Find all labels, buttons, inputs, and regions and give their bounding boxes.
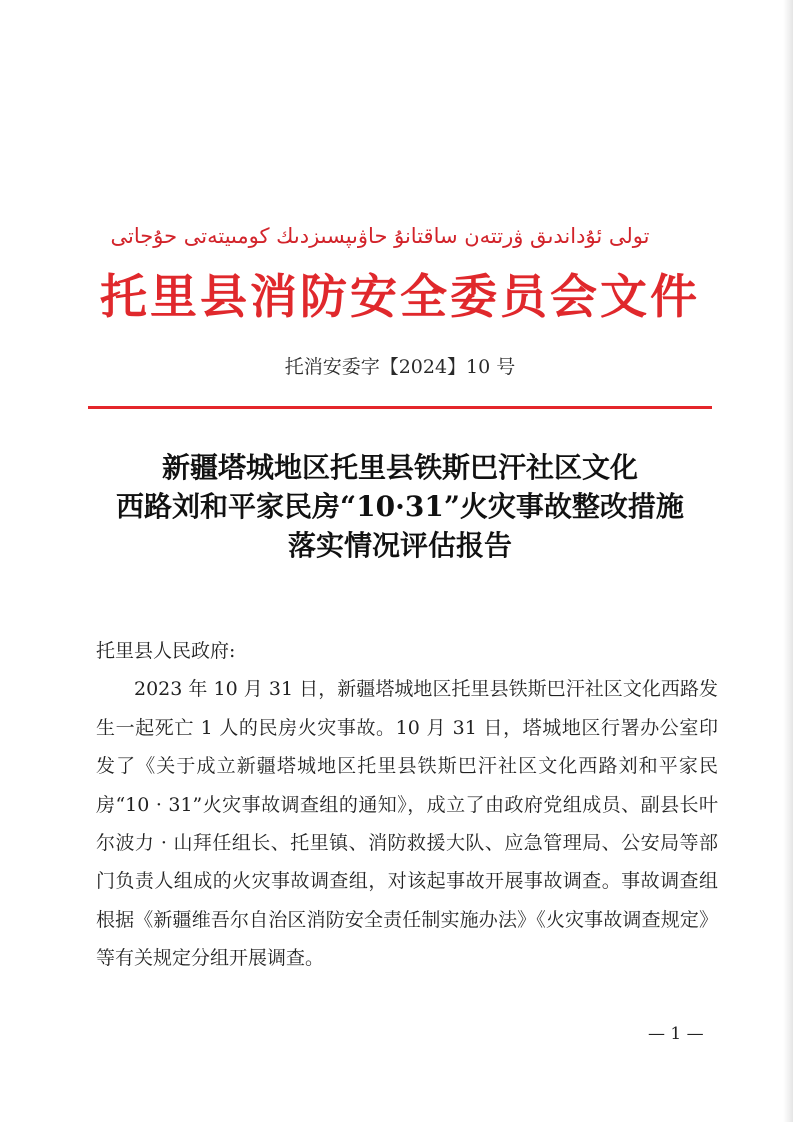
red-divider-line: [88, 406, 712, 409]
report-title-line-1: 新疆塔城地区托里县铁斯巴汗社区文化: [161, 451, 638, 484]
salutation: 托里县人民政府:: [96, 640, 236, 662]
report-title-line-2: 西路刘和平家民房“10·31”火灾事故整改措施: [116, 490, 684, 523]
uyghur-org-title: تولى ئۇداندىق ۋرتتەن ساقتانۇ حاۋىپسىزدىك كومىيتەتى حۇجاتى: [110, 224, 650, 248]
org-title: 托里县消防安全委员会文件: [100, 270, 700, 325]
report-title-line-3: 落实情况评估报告: [287, 529, 512, 562]
body-paragraph: 2023 年 10 月 31 日，新疆塔城地区托里县铁斯巴汗社区文化西路发生一起死亡 1 人的民房火灾事故。10 月 31 日，塔城地区行署办公室印发了《关于成立新疆塔城地区托里县铁斯巴汗社区文化西路刘和平家民房“10 · 31”火灾事故调查组的通知》，成立了由政府党组成员、副县长叶尔波力 · 山拜任组长、托里镇、消防救援大队、应急管理局、公安局等部门负责人组成的火灾事故调查组，对该起事故开展事故调查。事故调查组根据《新疆维吾尔自治区消防安全责任制实施办法》《火灾事故调查规定》等有关规定分组开展调查。: [96, 678, 718, 970]
scan-edge: [783, 0, 793, 1122]
report-title: [90, 448, 710, 565]
page-number: — 1 —: [648, 1024, 704, 1044]
document-number: 托消安委字【2024】10 号: [284, 356, 516, 378]
document-body: [96, 632, 718, 978]
